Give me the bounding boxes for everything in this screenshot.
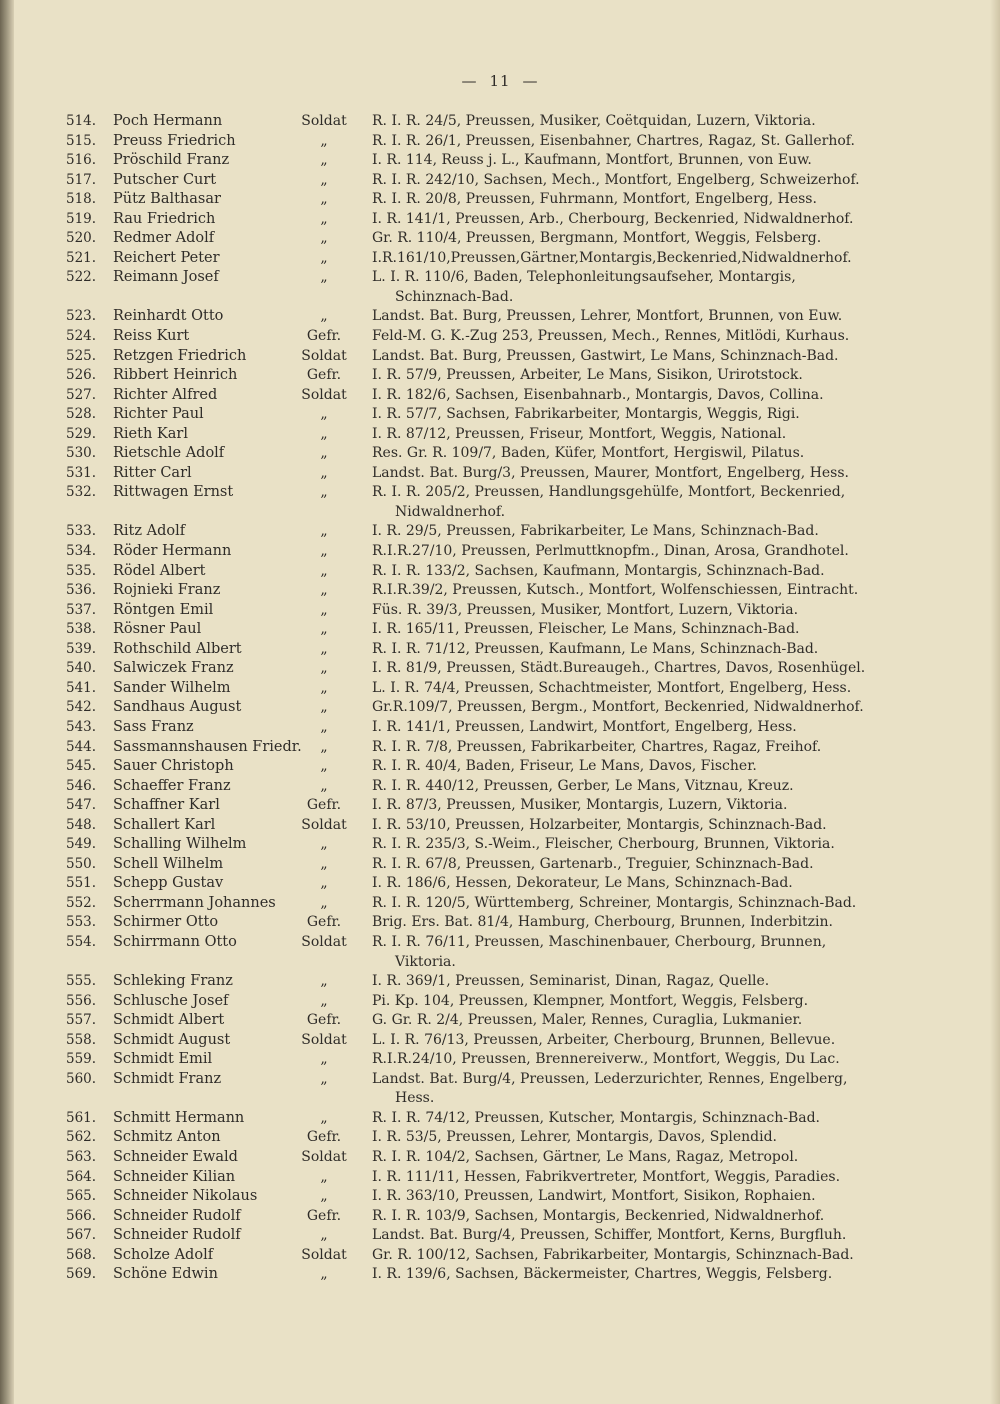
list-entry [0, 151, 1000, 171]
entry-number: 520. [66, 230, 97, 247]
entry-detail: Res. Gr. R. 109/7, Baden, Küfer, Montfort, Hergiswil, Pilatus. [372, 445, 805, 462]
entry-rank: Gefr. [306, 797, 342, 814]
list-entry [0, 1070, 1000, 1090]
entry-detail: I. R. 87/12, Preussen, Friseur, Montfort, Weggis, National. [372, 425, 787, 442]
entry-rank: Soldat [301, 933, 347, 950]
entry-rank: „ [320, 269, 328, 286]
entry-detail: Gr. R. 110/4, Preussen, Bergmann, Montfort, Weggis, Felsberg. [372, 230, 822, 247]
list-entry [0, 1109, 1000, 1129]
entry-number: 516. [66, 152, 97, 169]
entry-number: 537. [66, 601, 97, 618]
entry-name: Richter Paul [113, 406, 204, 423]
entry-number: 538. [66, 621, 97, 638]
list-entry [0, 1128, 1000, 1148]
entry-number: 554. [66, 933, 97, 950]
entry-rank: „ [320, 777, 328, 794]
entry-name: Schneider Rudolf [113, 1227, 241, 1244]
entry-name: Sass Franz [113, 718, 194, 735]
entry-detail: I. R. 53/5, Preussen, Lehrer, Montargis, Davos, Splendid. [372, 1129, 777, 1146]
entry-name: Schirrmann Otto [113, 933, 237, 950]
list-entry [0, 112, 1000, 132]
entry-rank: „ [320, 836, 328, 853]
entry-number: 522. [66, 269, 97, 286]
entry-detail: R. I. R. 120/5, Württemberg, Schreiner, Montargis, Schinznach-Bad. [372, 894, 857, 911]
entry-detail: I. R. 182/6, Sachsen, Eisenbahnarb., Montargis, Davos, Collina. [372, 386, 824, 403]
entry-detail: I. R. 57/9, Preussen, Arbeiter, Le Mans, Sisikon, Urirotstock. [372, 367, 803, 384]
entry-rank: „ [320, 445, 328, 462]
continuation-line [0, 1089, 1000, 1109]
entry-number: 548. [66, 816, 97, 833]
entry-detail: L. I. R. 74/4, Preussen, Schachtmeister, Montfort, Engelberg, Hess. [372, 679, 852, 696]
entry-name: Schöne Edwin [113, 1266, 218, 1283]
entry-number: 540. [66, 660, 97, 677]
list-entry [0, 620, 1000, 640]
entry-name: Rothschild Albert [113, 640, 242, 657]
list-entry [0, 366, 1000, 386]
entry-name: Schallert Karl [113, 816, 216, 833]
entry-rank: „ [320, 738, 328, 755]
entry-number: 551. [66, 875, 97, 892]
entry-rank: „ [320, 582, 328, 599]
entry-rank: „ [320, 1070, 328, 1087]
entry-name: Rau Friedrich [113, 210, 216, 227]
entry-detail: R. I. R. 104/2, Sachsen, Gärtner, Le Mans, Ragaz, Metropol. [372, 1148, 799, 1165]
list-entry [0, 933, 1000, 953]
entry-number: 514. [66, 113, 97, 129]
entry-name: Reinhardt Otto [113, 308, 224, 325]
entry-rank: Soldat [301, 347, 347, 364]
entry-rank: „ [320, 425, 328, 442]
entry-detail: L. I. R. 110/6, Baden, Telephonleitungsaufseher, Montargis, [372, 269, 796, 286]
entry-name: Poch Hermann [113, 113, 223, 129]
entry-name: Scherrmann Johannes [113, 894, 276, 911]
list-entry [0, 307, 1000, 327]
entry-number: 543. [66, 718, 97, 735]
list-entry [0, 816, 1000, 836]
entry-detail: I. R. 363/10, Preussen, Landwirt, Montfort, Sisikon, Rophaien. [372, 1188, 816, 1205]
entry-name: Schmidt August [113, 1031, 231, 1048]
entry-name: Rojnieki Franz [113, 582, 221, 599]
entry-detail: R. I. R. 440/12, Preussen, Gerber, Le Mans, Vitznau, Kreuz. [372, 777, 794, 794]
entry-detail: Gr. R. 100/12, Sachsen, Fabrikarbeiter, Montargis, Schinznach-Bad. [372, 1246, 854, 1263]
entry-number: 563. [66, 1148, 97, 1165]
entry-number: 552. [66, 894, 97, 911]
entry-detail: I.R.161/10,Preussen,Gärtner,Montargis,Beckenried,Nidwaldnerhof. [372, 249, 852, 266]
entry-name: Schleking Franz [113, 973, 233, 990]
list-entry [0, 679, 1000, 699]
entry-name: Schmidt Franz [113, 1070, 222, 1087]
entry-detail: I. R. 81/9, Preussen, Städt.Bureaugeh., Chartres, Davos, Rosenhügel. [372, 660, 866, 677]
entry-name: Schaffner Karl [113, 797, 220, 814]
entry-name: Reimann Josef [113, 269, 219, 286]
entry-name: Schepp Gustav [113, 875, 224, 892]
entry-name: Sandhaus August [113, 699, 242, 716]
entry-name: Röntgen Emil [113, 601, 214, 618]
entry-detail: I. R. 186/6, Hessen, Dekorateur, Le Mans, Schinznach-Bad. [372, 875, 793, 892]
entry-number: 531. [66, 464, 97, 481]
list-entry [0, 405, 1000, 425]
entry-rank: „ [320, 152, 328, 169]
entry-name: Ritter Carl [113, 464, 192, 481]
list-entry [0, 1148, 1000, 1168]
list-entry [0, 738, 1000, 758]
entry-name: Richter Alfred [113, 386, 218, 403]
list-entry [0, 659, 1000, 679]
entry-name: Sander Wilhelm [113, 679, 231, 696]
list-entry [0, 483, 1000, 503]
entry-rank: Gefr. [306, 367, 342, 384]
entry-rank: Soldat [301, 1246, 347, 1263]
entry-rank: Gefr. [306, 328, 342, 345]
entry-detail: I. R. 141/1, Preussen, Arb., Cherbourg, Beckenried, Nidwaldnerhof. [372, 210, 854, 227]
entry-rank: „ [320, 1109, 328, 1126]
entry-rank: „ [320, 543, 328, 560]
list-entry [0, 1265, 1000, 1285]
entry-number: 550. [66, 855, 97, 872]
entry-name: Salwiczek Franz [113, 660, 234, 677]
list-entry [0, 581, 1000, 601]
list-entry [0, 229, 1000, 249]
entry-detail: R.I.R.24/10, Preussen, Brennereiverw., Montfort, Weggis, Du Lac. [372, 1051, 840, 1068]
entry-rank: „ [320, 992, 328, 1009]
entry-number: 545. [66, 758, 97, 775]
list-entry [0, 268, 1000, 288]
list-entry [0, 1187, 1000, 1207]
entry-rank: „ [320, 464, 328, 481]
entry-detail: R. I. R. 235/3, S.-Weim., Fleischer, Cherbourg, Brunnen, Viktoria. [372, 836, 835, 853]
entry-name: Schmitz Anton [113, 1129, 221, 1146]
entry-name: Reichert Peter [113, 249, 220, 266]
entry-rank: „ [320, 699, 328, 716]
entry-detail: I. R. 165/11, Preussen, Fleischer, Le Mans, Schinznach-Bad. [372, 621, 800, 638]
entry-name: Scholze Adolf [113, 1246, 214, 1263]
entry-detail: R. I. R. 133/2, Sachsen, Kaufmann, Montargis, Schinznach-Bad. [372, 562, 825, 579]
entry-rank: „ [320, 523, 328, 540]
entry-number: 567. [66, 1227, 97, 1244]
list-entry [0, 444, 1000, 464]
list-entry [0, 562, 1000, 582]
entry-detail: R. I. R. 67/8, Preussen, Gartenarb., Treguier, Schinznach-Bad. [372, 855, 814, 872]
entry-detail: L. I. R. 76/13, Preussen, Arbeiter, Cherbourg, Brunnen, Bellevue. [372, 1031, 836, 1048]
entry-name: Rieth Karl [113, 425, 188, 442]
entry-rank: „ [320, 406, 328, 423]
list-entry [0, 190, 1000, 210]
entry-detail: R. I. R. 205/2, Preussen, Handlungsgehülfe, Montfort, Beckenried, [372, 484, 846, 501]
entry-detail-continuation: Schinznach-Bad. [395, 288, 514, 305]
entry-number: 523. [66, 308, 97, 325]
entry-number: 530. [66, 445, 97, 462]
entry-rank: „ [320, 621, 328, 638]
entry-name: Rittwagen Ernst [113, 484, 234, 501]
entry-number: 527. [66, 386, 97, 403]
entry-number: 532. [66, 484, 97, 501]
list-entry [0, 698, 1000, 718]
entry-rank: „ [320, 132, 328, 149]
entry-rank: Gefr. [306, 1207, 342, 1224]
entry-name: Pütz Balthasar [113, 191, 221, 208]
list-entry [0, 542, 1000, 562]
list-entry [0, 249, 1000, 269]
entry-number: 561. [66, 1109, 97, 1126]
list-entry [0, 874, 1000, 894]
entry-number: 569. [66, 1266, 97, 1283]
entry-detail: Landst. Bat. Burg, Preussen, Lehrer, Montfort, Brunnen, von Euw. [372, 308, 843, 325]
entry-rank: „ [320, 171, 328, 188]
list-entry [0, 796, 1000, 816]
entry-rank: „ [320, 718, 328, 735]
entry-number: 556. [66, 992, 97, 1009]
entry-detail: R. I. R. 40/4, Baden, Friseur, Le Mans, Davos, Fischer. [372, 758, 757, 775]
entry-detail-continuation: Hess. [395, 1090, 435, 1107]
entry-name: Schlusche Josef [113, 992, 229, 1009]
entry-detail: R. I. R. 26/1, Preussen, Eisenbahner, Chartres, Ragaz, St. Gallerhof. [372, 132, 855, 149]
entry-number: 555. [66, 973, 97, 990]
entry-rank: „ [320, 308, 328, 325]
entry-detail: I. R. 111/11, Hessen, Fabrikvertreter, Montfort, Weggis, Paradies. [372, 1168, 841, 1185]
entry-name: Rösner Paul [113, 621, 202, 638]
list-entry [0, 1168, 1000, 1188]
list-entry [0, 327, 1000, 347]
entry-rank: „ [320, 1227, 328, 1244]
list-entry [0, 757, 1000, 777]
entry-number: 553. [66, 914, 97, 931]
entry-name: Schmidt Emil [113, 1051, 213, 1068]
entry-detail: Füs. R. 39/3, Preussen, Musiker, Montfort, Luzern, Viktoria. [372, 601, 799, 618]
entry-number: 529. [66, 425, 97, 442]
entry-number: 547. [66, 797, 97, 814]
entry-number: 558. [66, 1031, 97, 1048]
entry-rank: „ [320, 640, 328, 657]
entry-rank: „ [320, 973, 328, 990]
entry-number: 546. [66, 777, 97, 794]
list-entry [0, 992, 1000, 1012]
entry-number: 526. [66, 367, 97, 384]
entry-name: Schneider Nikolaus [113, 1188, 258, 1205]
entry-detail: R.I.R.27/10, Preussen, Perlmuttknopfm., Dinan, Arosa, Grandhotel. [372, 543, 849, 560]
entry-rank: „ [320, 660, 328, 677]
list-entry [0, 464, 1000, 484]
entry-detail: Gr.R.109/7, Preussen, Bergm., Montfort, Beckenried, Nidwaldnerhof. [372, 699, 864, 716]
entry-rank: „ [320, 249, 328, 266]
entry-detail: R. I. R. 20/8, Preussen, Fuhrmann, Montfort, Engelberg, Hess. [372, 191, 817, 208]
entry-detail: I. R. 87/3, Preussen, Musiker, Montargis, Luzern, Viktoria. [372, 797, 788, 814]
entry-rank: „ [320, 562, 328, 579]
entry-name: Ribbert Heinrich [113, 367, 238, 384]
list-entry [0, 855, 1000, 875]
internee-list [0, 112, 1000, 1285]
entry-number: 566. [66, 1207, 97, 1224]
entry-rank: „ [320, 1168, 328, 1185]
entry-detail: Brig. Ers. Bat. 81/4, Hamburg, Cherbourg, Brunnen, Inderbitzin. [372, 914, 833, 931]
entry-number: 524. [66, 328, 97, 345]
entry-detail: R.I.R.39/2, Preussen, Kutsch., Montfort, Wolfenschiessen, Eintracht. [372, 582, 859, 599]
entry-detail: Pi. Kp. 104, Preussen, Klempner, Montfort, Weggis, Felsberg. [372, 992, 809, 1009]
entry-rank: „ [320, 1188, 328, 1205]
entry-number: 560. [66, 1070, 97, 1087]
list-entry [0, 1031, 1000, 1051]
entry-number: 541. [66, 679, 97, 696]
entry-detail: R. I. R. 76/11, Preussen, Maschinenbauer, Cherbourg, Brunnen, [372, 933, 827, 950]
list-entry [0, 1246, 1000, 1266]
entry-detail: R. I. R. 242/10, Sachsen, Mech., Montfort, Engelberg, Schweizerhof. [372, 171, 860, 188]
entry-detail: I. R. 53/10, Preussen, Holzarbeiter, Montargis, Schinznach-Bad. [372, 816, 827, 833]
entry-name: Schirmer Otto [113, 914, 219, 931]
entry-name: Schmidt Albert [113, 1012, 225, 1029]
list-entry [0, 1050, 1000, 1070]
entry-rank: Soldat [301, 113, 347, 129]
entry-detail-continuation: Viktoria. [395, 953, 456, 970]
entry-number: 535. [66, 562, 97, 579]
entry-detail: I. R. 114, Reuss j. L., Kaufmann, Montfort, Brunnen, von Euw. [372, 152, 812, 169]
entry-name: Sassmannshausen Friedr. [113, 738, 302, 755]
entry-number: 518. [66, 191, 97, 208]
list-entry [0, 1207, 1000, 1227]
entry-rank: Gefr. [306, 914, 342, 931]
list-entry [0, 386, 1000, 406]
entry-number: 525. [66, 347, 97, 364]
list-entry [0, 972, 1000, 992]
entry-number: 564. [66, 1168, 97, 1185]
continuation-line [0, 953, 1000, 973]
entry-detail: Feld-M. G. K.-Zug 253, Preussen, Mech., Rennes, Mitlödi, Kurhaus. [372, 328, 850, 345]
list-entry [0, 718, 1000, 738]
entry-detail: R. I. R. 24/5, Preussen, Musiker, Coëtquidan, Luzern, Viktoria. [372, 113, 816, 129]
entry-name: Rödel Albert [113, 562, 206, 579]
entry-number: 542. [66, 699, 97, 716]
entry-detail-continuation: Nidwaldnerhof. [395, 503, 506, 520]
entry-name: Schmitt Hermann [113, 1109, 245, 1126]
entry-rank: Gefr. [306, 1012, 342, 1029]
entry-name: Schaeffer Franz [113, 777, 231, 794]
continuation-line [0, 288, 1000, 308]
page-number: — 11 — [461, 72, 539, 90]
continuation-line [0, 503, 1000, 523]
list-entry [0, 347, 1000, 367]
entry-name: Schell Wilhelm [113, 855, 224, 872]
entry-rank: „ [320, 758, 328, 775]
entry-name: Putscher Curt [113, 171, 217, 188]
entry-number: 549. [66, 836, 97, 853]
entry-number: 539. [66, 640, 97, 657]
entry-number: 521. [66, 249, 97, 266]
entry-name: Rietschle Adolf [113, 445, 225, 462]
entry-number: 536. [66, 582, 97, 599]
entry-number: 565. [66, 1188, 97, 1205]
entry-name: Röder Hermann [113, 543, 232, 560]
entry-name: Pröschild Franz [113, 152, 230, 169]
entry-number: 562. [66, 1129, 97, 1146]
entry-name: Schneider Ewald [113, 1148, 238, 1165]
entry-name: Schneider Rudolf [113, 1207, 241, 1224]
entry-number: 559. [66, 1051, 97, 1068]
entry-detail: R. I. R. 71/12, Preussen, Kaufmann, Le Mans, Schinznach-Bad. [372, 640, 819, 657]
entry-name: Schneider Kilian [113, 1168, 236, 1185]
entry-name: Reiss Kurt [113, 328, 190, 345]
list-entry [0, 522, 1000, 542]
list-entry [0, 601, 1000, 621]
entry-detail: I. R. 29/5, Preussen, Fabrikarbeiter, Le Mans, Schinznach-Bad. [372, 523, 819, 540]
entry-rank: „ [320, 230, 328, 247]
entry-name: Retzgen Friedrich [113, 347, 247, 364]
list-entry [0, 171, 1000, 191]
entry-detail: Landst. Bat. Burg/3, Preussen, Maurer, Montfort, Engelberg, Hess. [372, 464, 850, 481]
entry-detail: R. I. R. 74/12, Preussen, Kutscher, Montargis, Schinznach-Bad. [372, 1109, 821, 1126]
entry-detail: I. R. 369/1, Preussen, Seminarist, Dinan, Ragaz, Quelle. [372, 973, 770, 990]
entry-name: Schalling Wilhelm [113, 836, 247, 853]
page-number-value: 11 [489, 72, 511, 90]
list-entry [0, 1011, 1000, 1031]
entry-rank: „ [320, 894, 328, 911]
entry-rank: „ [320, 191, 328, 208]
list-entry [0, 132, 1000, 152]
entry-rank: „ [320, 1051, 328, 1068]
entry-rank: „ [320, 1266, 328, 1283]
entry-rank: Soldat [301, 816, 347, 833]
entry-rank: Soldat [301, 386, 347, 403]
entry-number: 515. [66, 132, 97, 149]
entry-rank: „ [320, 855, 328, 872]
entry-detail: G. Gr. R. 2/4, Preussen, Maler, Rennes, Curaglia, Lukmanier. [372, 1012, 803, 1029]
entry-number: 557. [66, 1012, 97, 1029]
entry-number: 519. [66, 210, 97, 227]
list-entry [0, 835, 1000, 855]
entry-number: 528. [66, 406, 97, 423]
entry-number: 534. [66, 543, 97, 560]
entry-name: Redmer Adolf [113, 230, 215, 247]
entry-detail: I. R. 139/6, Sachsen, Bäckermeister, Chartres, Weggis, Felsberg. [372, 1266, 833, 1283]
entry-detail: Landst. Bat. Burg/4, Preussen, Lederzurichter, Rennes, Engelberg, [372, 1070, 848, 1087]
list-entry [0, 210, 1000, 230]
entry-rank: Gefr. [306, 1129, 342, 1146]
entry-rank: „ [320, 679, 328, 696]
entry-detail: Landst. Bat. Burg/4, Preussen, Schiffer, Montfort, Kerns, Burgfluh. [372, 1227, 847, 1244]
entry-detail: R. I. R. 103/9, Sachsen, Montargis, Beckenried, Nidwaldnerhof. [372, 1207, 825, 1224]
list-entry [0, 894, 1000, 914]
entry-detail: Landst. Bat. Burg, Preussen, Gastwirt, Le Mans, Schinznach-Bad. [372, 347, 839, 364]
entry-detail: I. R. 141/1, Preussen, Landwirt, Montfort, Engelberg, Hess. [372, 718, 797, 735]
entry-number: 517. [66, 171, 97, 188]
entry-rank: „ [320, 210, 328, 227]
list-entry [0, 777, 1000, 797]
entry-rank: Soldat [301, 1148, 347, 1165]
list-entry [0, 1226, 1000, 1246]
entry-number: 568. [66, 1246, 97, 1263]
entry-number: 533. [66, 523, 97, 540]
entry-name: Sauer Christoph [113, 758, 234, 775]
entry-rank: „ [320, 601, 328, 618]
list-entry [0, 425, 1000, 445]
list-entry [0, 913, 1000, 933]
entry-rank: Soldat [301, 1031, 347, 1048]
entry-rank: „ [320, 875, 328, 892]
list-entry [0, 640, 1000, 660]
entry-name: Ritz Adolf [113, 523, 186, 540]
entry-rank: „ [320, 484, 328, 501]
entry-number: 544. [66, 738, 97, 755]
entry-detail: I. R. 57/7, Sachsen, Fabrikarbeiter, Montargis, Weggis, Rigi. [372, 406, 800, 423]
entry-name: Preuss Friedrich [113, 132, 236, 149]
entry-detail: R. I. R. 7/8, Preussen, Fabrikarbeiter, Chartres, Ragaz, Freihof. [372, 738, 822, 755]
